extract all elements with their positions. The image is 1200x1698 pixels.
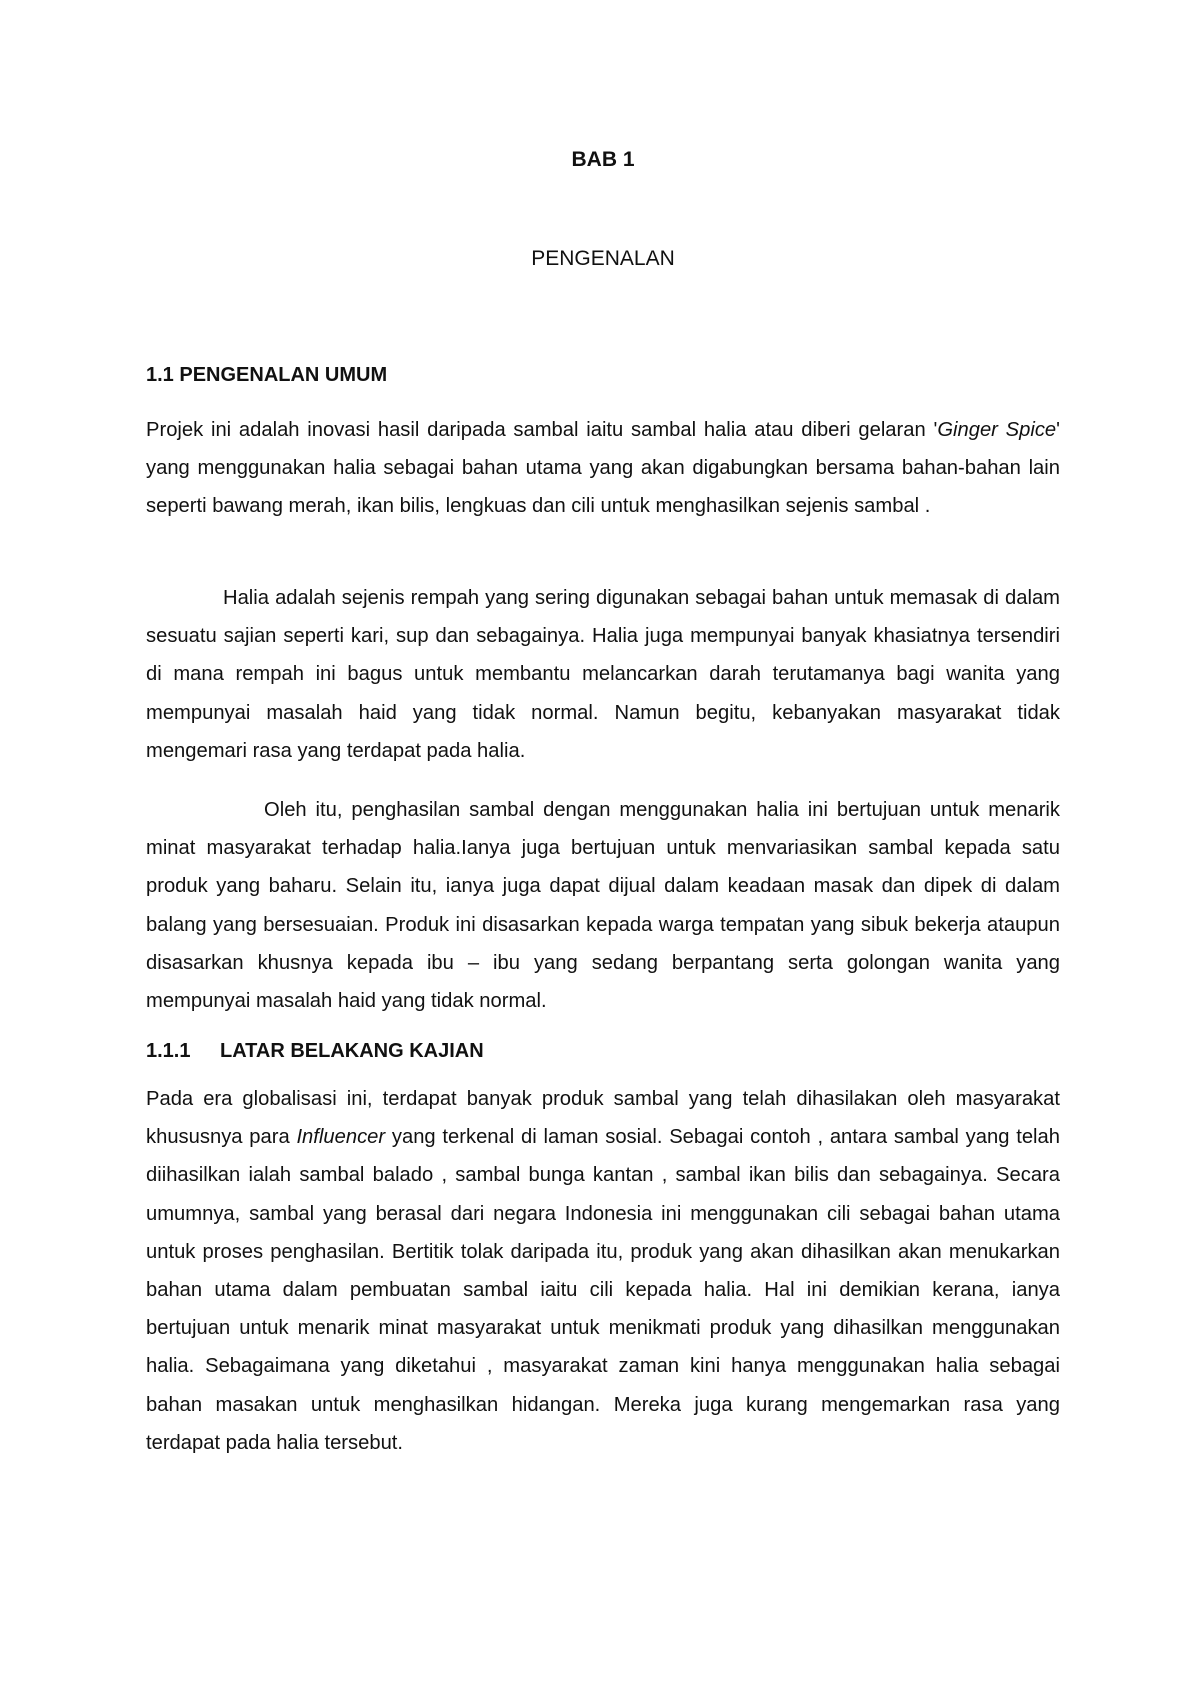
paragraph-halia: Halia adalah sejenis rempah yang sering digunakan sebagai bahan untuk memasak di dalam sesuatu sajian seperti kari, sup dan sebagainya. Halia juga mempunyai banyak khasiatnya tersendiri di mana rempah ini bagus untuk membantu melancarkan darah terutamanya bagi wanita yang mempunyai masalah haid yang tidak normal. Namun begitu, kebanyakan masyarakat tidak mengemari rasa yang terdapat pada halia. [146,587,1060,762]
paragraph-background-text-end: yang terkenal di laman sosial. Sebagai contoh , antara sambal yang telah diihasilkan ialah sambal balado , sambal bunga kantan , sambal ikan bilis dan sebagainya. Secara umumnya, sambal yang berasal dari negara Indonesia ini menggunakan cili sebagai bahan utama untuk proses penghasilan. Bertitik tolak daripada itu, produk yang akan dihasilkan akan menukarkan bahan utama dalam pembuatan sambal iaitu cili kepada halia. Hal ini demikian kerana, ianya bertujuan untuk menarik minat masyarakat untuk menikmati produk yang dihasilkan menggunakan halia. Sebagaimana yang diketahui , masyarakat zaman kini hanya menggunakan halia sebagai bahan masakan untuk menghasilkan hidangan. Mereka juga kurang mengemarkan rasa yang terdapat pada halia tersebut. [146,1126,1060,1454]
ginger-spice-term: Ginger Spice [937,419,1057,441]
paragraph-background-text-start: Pada era globalisasi ini, terdapat banyak produk sambal yang telah dihasilakan oleh masyarakat khususnya para [146,1088,1060,1149]
paragraph-intro-text-start: Projek ini adalah inovasi hasil daripada sambal iaitu sambal halia atau diberi gelaran ' [146,419,938,441]
paragraph-intro-text-end: ' yang menggunakan halia sebagai bahan utama yang akan digabungkan bersama bahan-bahan lain seperti bawang merah, ikan bilis, lengkuas dan cili untuk menghasilkan sejenis sambal . [146,419,1061,518]
chapter-title: PENGENALAN [531,247,675,270]
section-heading-1-1: 1.1 PENGENALAN UMUM [146,364,388,386]
influencer-term: Influencer [296,1126,386,1149]
chapter-number: BAB 1 [571,148,635,171]
section-title: LATAR BELAKANG KAJIAN [220,1040,484,1062]
paragraph-intro [146,411,1060,526]
section-heading-1-1-1 [146,1040,484,1063]
paragraph-background [146,1080,1060,1462]
section-number: 1.1.1 [146,1040,191,1062]
paragraph-objective: Oleh itu, penghasilan sambal dengan menggunakan halia ini bertujuan untuk menarik minat masyarakat terhadap halia.Ianya juga bertujuan untuk menvariasikan sambal kepada satu produk yang baharu. Selain itu, ianya juga dapat dijual dalam keadaan masak dan dipek di dalam balang yang bersesuaian. Produk ini disasarkan kepada warga tempatan yang sibuk bekerja ataupun disasarkan khusnya kepada ibu – ibu yang sedang berpantang serta golongan wanita yang mempunyai masalah haid yang tidak normal. [146,799,1060,1013]
